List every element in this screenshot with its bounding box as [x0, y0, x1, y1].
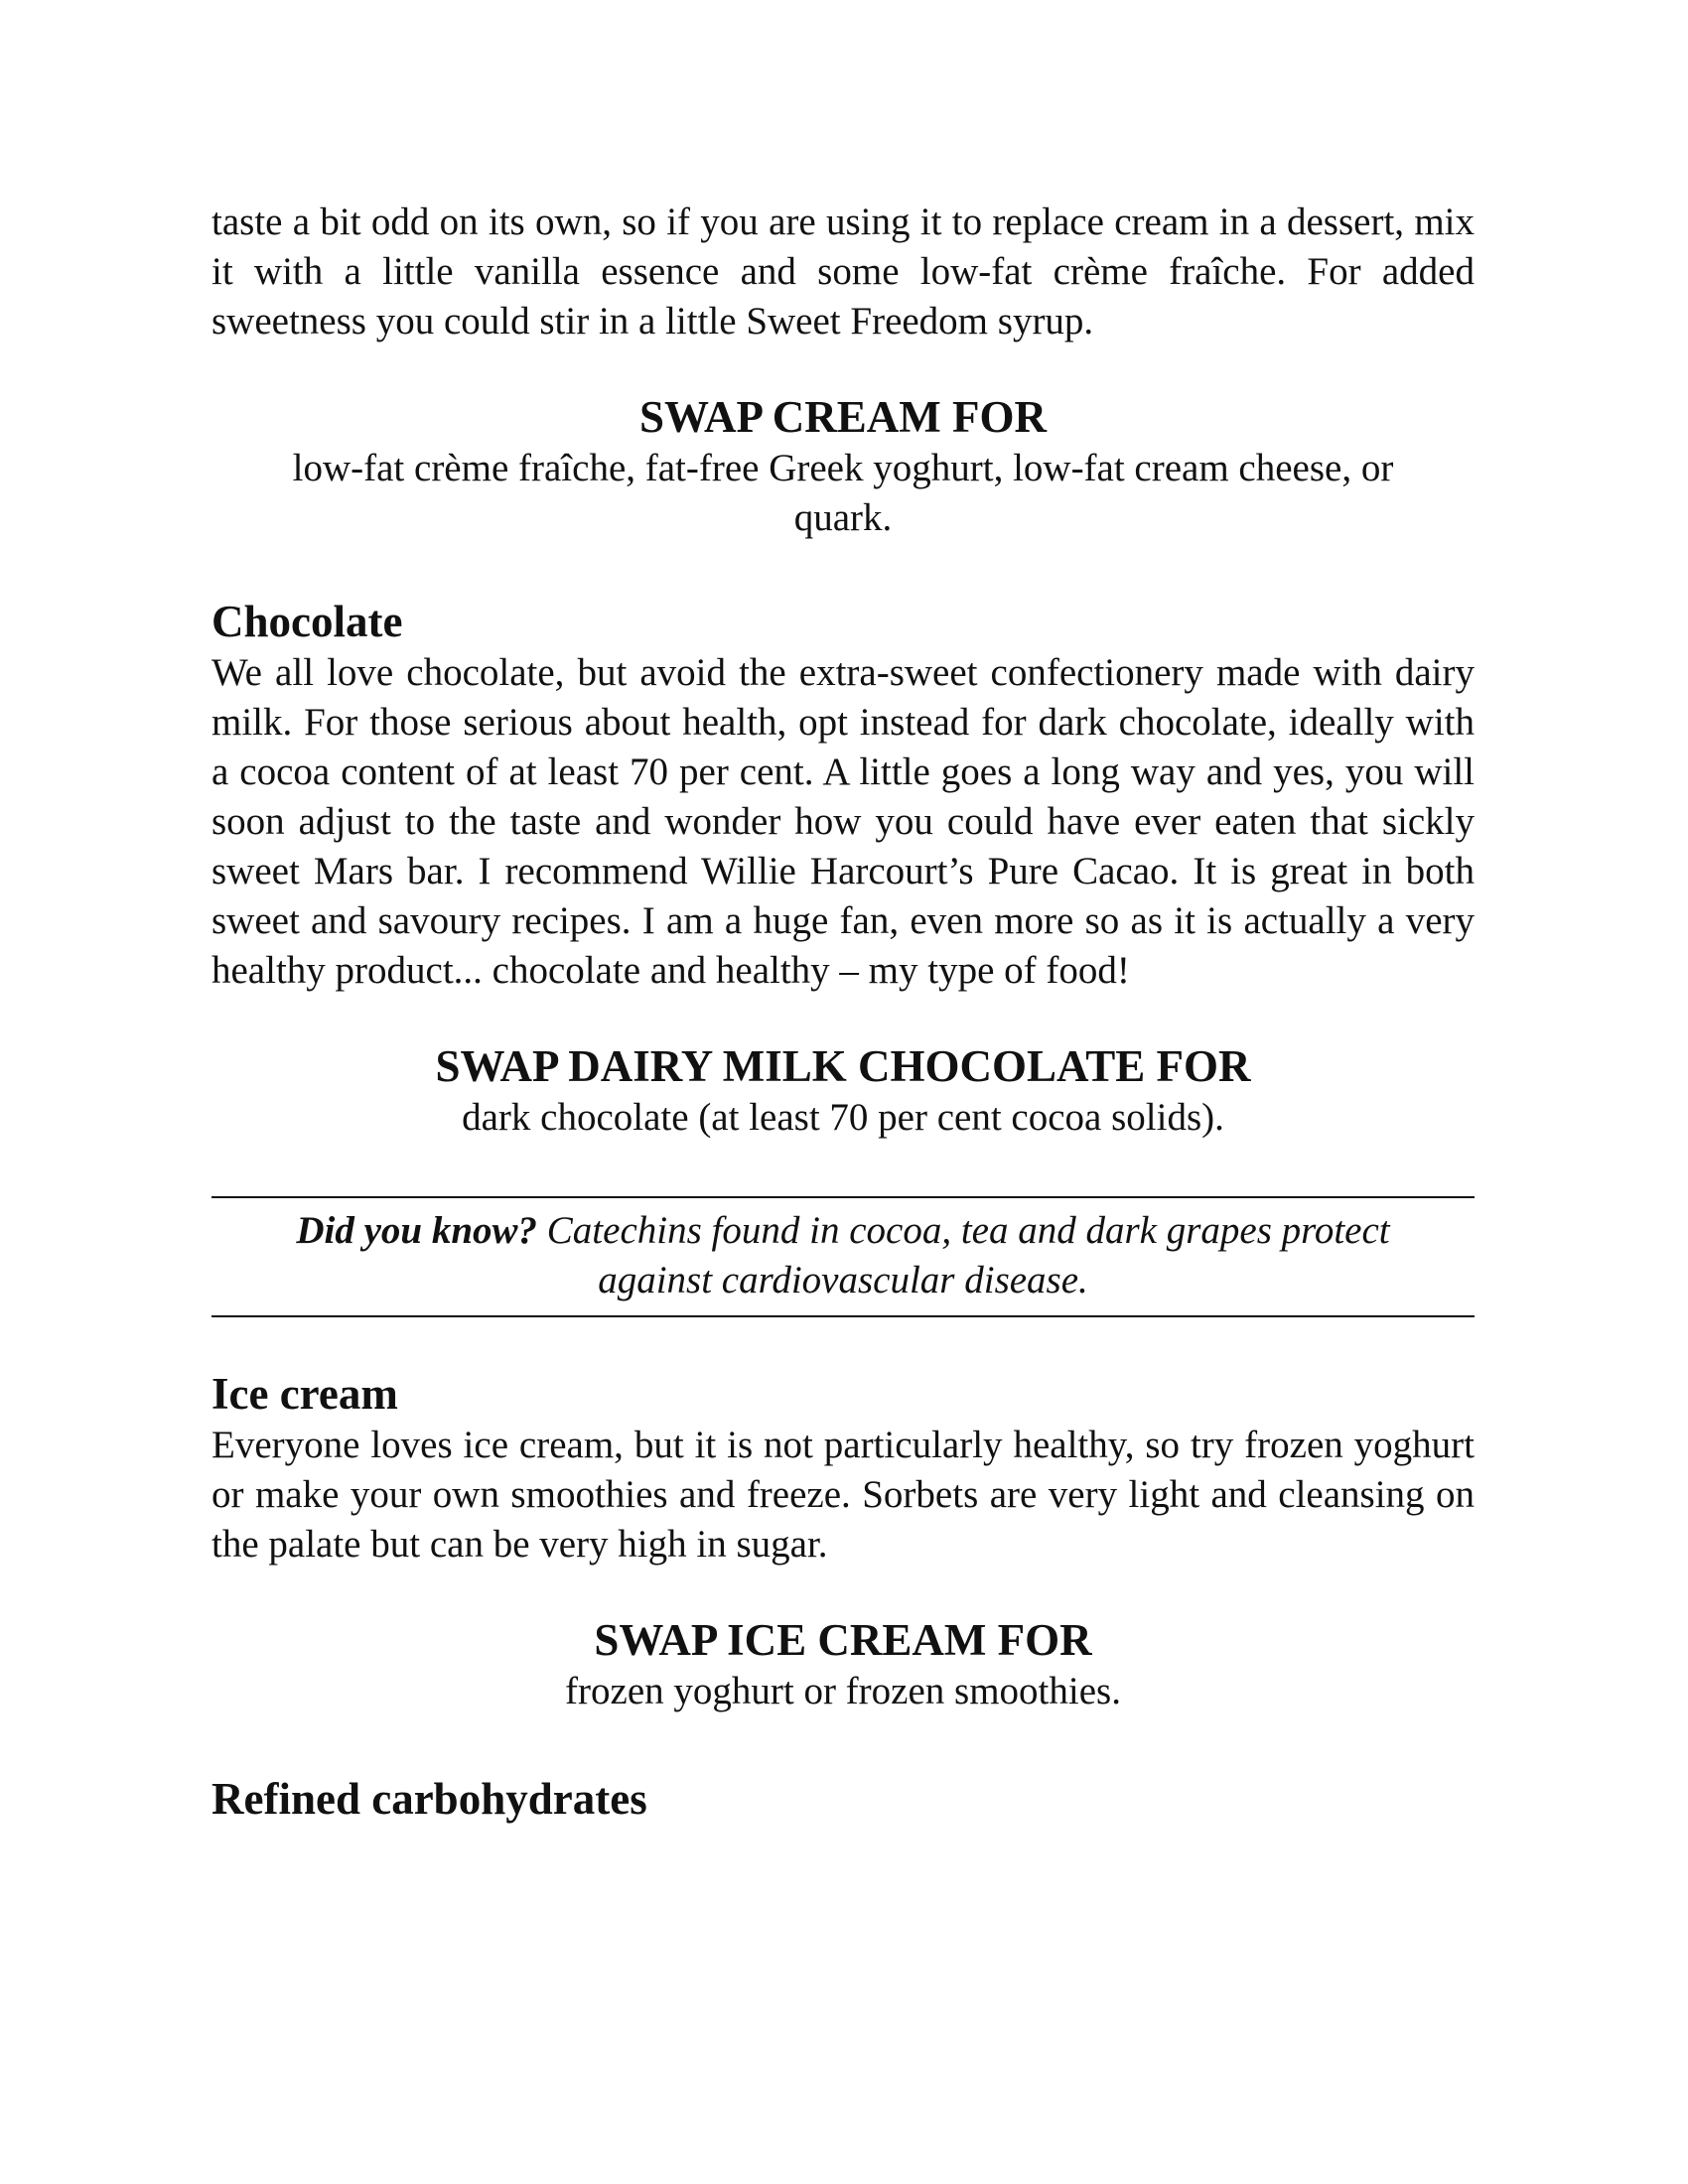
- chocolate-heading: Chocolate: [211, 597, 403, 646]
- did-you-know-callout: [211, 1196, 1475, 1317]
- swap-cream-box: [211, 390, 1475, 543]
- ice-cream-paragraph: Everyone loves ice cream, but it is not particularly healthy, so try frozen yoghurt or make your own smoothies and freeze. Sorbets are very light and cleansing on the palate but can be very high in sugar.: [211, 1424, 1475, 1566]
- refined-carbs-heading: Refined carbohydrates: [211, 1774, 647, 1824]
- swap-cream-body: low-fat crème fraîche, fat-free Greek yoghurt, low-fat cream cheese, or quark.: [292, 447, 1394, 539]
- swap-chocolate-body: dark chocolate (at least 70 per cent cocoa solids).: [462, 1096, 1224, 1139]
- did-you-know-label: Did you know?: [296, 1209, 538, 1252]
- swap-ice-cream-title: SWAP ICE CREAM FOR: [594, 1615, 1092, 1665]
- swap-ice-cream-box: [211, 1613, 1475, 1716]
- intro-paragraph: taste a bit odd on its own, so if you are using it to replace cream in a dessert, mix it with a little vanilla essence and some low-fat crème fraîche. For added sweetness you could stir in a little Sweet Freedom syrup.: [211, 201, 1475, 342]
- swap-chocolate-title: SWAP DAIRY MILK CHOCOLATE FOR: [435, 1041, 1251, 1091]
- ice-cream-heading: Ice cream: [211, 1369, 398, 1419]
- swap-cream-title: SWAP CREAM FOR: [638, 392, 1047, 442]
- page-content: [211, 198, 1475, 1826]
- swap-chocolate-box: [211, 1039, 1475, 1143]
- did-you-know-text: Catechins found in cocoa, tea and dark grapes protect against cardiovascular disease.: [537, 1209, 1390, 1301]
- chocolate-paragraph: We all love chocolate, but avoid the extra-sweet confectionery made with dairy milk. For those serious about health, opt instead for dark chocolate, ideally with a cocoa content of at least 70 per cent. A little goes a long way and yes, you will soon adjust to the taste and wonder how you could have ever eaten that sickly sweet Mars bar. I recommend Willie Harcourt’s Pure Cacao. It is great in both sweet and savoury recipes. I am a huge fan, even more so as it is actually a very healthy product... chocolate and healthy – my type of food!: [211, 651, 1475, 992]
- swap-ice-cream-body: frozen yoghurt or frozen smoothies.: [565, 1670, 1121, 1712]
